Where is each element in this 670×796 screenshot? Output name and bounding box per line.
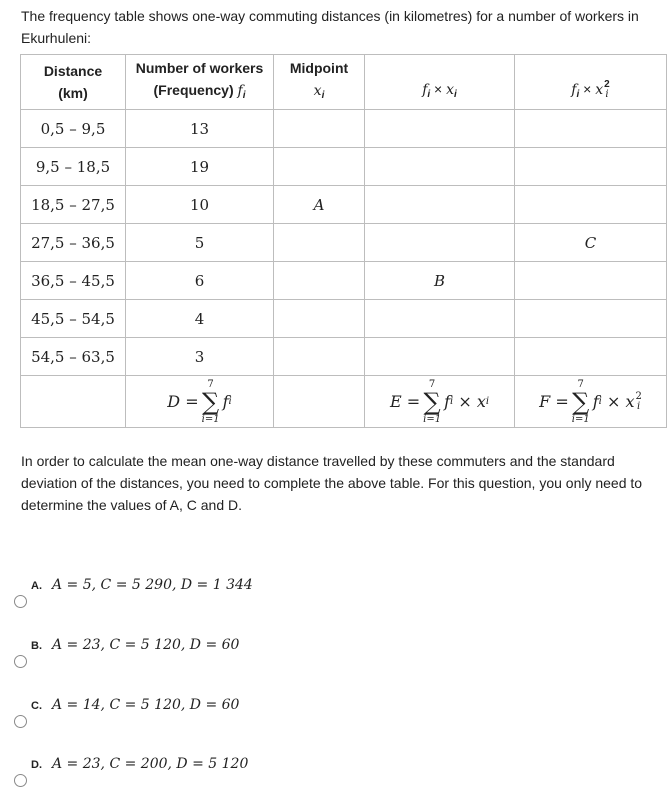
cell-frequency: 13 <box>126 110 274 148</box>
cell-fx2 <box>515 338 667 376</box>
cell-fx2 <box>515 148 667 186</box>
option-c-answer: A = 14, C = 5 120, D = 60 <box>52 697 240 713</box>
cell-fx <box>365 110 515 148</box>
cell-distance: 36,5 – 45,5 <box>21 262 126 300</box>
frequency-table <box>20 54 667 428</box>
option-c-radio[interactable] <box>14 715 27 728</box>
table-row <box>21 338 667 376</box>
sigma-icon: 7 ∑ i=1 <box>571 378 590 425</box>
sum-row <box>21 376 667 428</box>
cell-frequency: 5 <box>126 224 274 262</box>
header-fx <box>365 55 515 110</box>
cell-midpoint <box>274 224 365 262</box>
option-a-text <box>31 577 253 593</box>
header-fx2-formula: $f_i \times x$ 2 i <box>571 79 610 101</box>
table-header-row <box>21 55 667 110</box>
cell-fx <box>365 186 515 224</box>
header-fx2 <box>515 55 667 110</box>
cell-frequency: 10 <box>126 186 274 224</box>
cell-fx2 <box>515 110 667 148</box>
cell-frequency: 4 <box>126 300 274 338</box>
header-midpoint-line1: Midpoint <box>289 60 349 76</box>
option-d-answer: A = 23, C = 200, D = 5 120 <box>52 756 249 772</box>
cell-frequency: 19 <box>126 148 274 186</box>
cell-fx <box>365 338 515 376</box>
cell-fx-B <box>365 300 515 338</box>
cell-sum-D <box>126 376 274 428</box>
table-row <box>21 300 667 338</box>
option-b-answer: A = 23, C = 5 120, D = 60 <box>52 637 240 653</box>
sigma-icon: 7 ∑ i=1 <box>201 378 220 425</box>
header-distance-line1: Distance <box>43 63 103 79</box>
sum-formula-D: D = 7 ∑ i=1 f i <box>167 378 232 425</box>
table-row <box>21 186 667 224</box>
cell-distance: 18,5 – 27,5 <box>21 186 126 224</box>
option-a-letter: A. <box>31 580 42 592</box>
option-d-radio[interactable] <box>14 774 27 787</box>
option-c-text <box>31 697 239 713</box>
cell-fx2 <box>515 300 667 338</box>
option-b-text <box>31 637 239 653</box>
option-a-answer: A = 5, C = 5 290, D = 1 344 <box>52 577 253 593</box>
option-a-radio[interactable] <box>14 595 27 608</box>
header-frequency-line2: (Frequency) $f_i$ <box>153 82 246 101</box>
cell-distance: 27,5 – 36,5 <box>21 224 126 262</box>
cell-fx2-C: C <box>515 224 667 262</box>
header-midpoint-symbol: $x_i$ <box>313 83 325 101</box>
intro-text: The frequency table shows one-way commuting distances (in kilometres) for a number of workers in Ekurhuleni: <box>21 8 639 46</box>
header-distance <box>21 55 126 110</box>
sum-formula-F: F = 7 ∑ i=1 f i × x 2 i <box>539 378 642 425</box>
header-midpoint <box>274 55 365 110</box>
cell-distance: 54,5 – 63,5 <box>21 338 126 376</box>
option-d-text <box>31 756 248 772</box>
cell-fx2 <box>515 262 667 300</box>
option-b-radio[interactable] <box>14 655 27 668</box>
sum-formula-E: E = 7 ∑ i=1 f i × x i <box>389 378 490 425</box>
option-d-letter: D. <box>31 759 42 771</box>
cell-sum-empty <box>21 376 126 428</box>
table-row <box>21 110 667 148</box>
cell-sum-midpoint <box>274 376 365 428</box>
sigma-icon: 7 ∑ i=1 <box>423 378 442 425</box>
question-text: In order to calculate the mean one-way distance travelled by these commuters and the standard deviation of the distances, you need to complete the above table. For this question, you only need to determine the values of A, C and D. <box>21 453 643 513</box>
cell-distance: 45,5 – 54,5 <box>21 300 126 338</box>
cell-midpoint-A: A <box>274 186 365 224</box>
cell-midpoint <box>274 148 365 186</box>
cell-fx2 <box>515 186 667 224</box>
header-distance-line2: (km) <box>58 85 88 101</box>
cell-frequency: 3 <box>126 338 274 376</box>
cell-distance: 0,5 – 9,5 <box>21 110 126 148</box>
header-frequency-line1: Number of workers <box>135 60 264 76</box>
cell-sum-F <box>515 376 667 428</box>
cell-midpoint <box>274 300 365 338</box>
header-frequency <box>126 55 274 110</box>
option-c-letter: C. <box>31 700 42 712</box>
table-row <box>21 224 667 262</box>
cell-frequency: 6 <box>126 262 274 300</box>
header-fx-formula: $f_i \times x_i$ <box>422 81 457 100</box>
cell-midpoint <box>274 262 365 300</box>
option-b-letter: B. <box>31 640 42 652</box>
cell-fx <box>365 148 515 186</box>
cell-distance: 9,5 – 18,5 <box>21 148 126 186</box>
cell-fx <box>365 224 515 262</box>
cell-midpoint <box>274 110 365 148</box>
cell-midpoint <box>274 338 365 376</box>
table-row <box>21 262 667 300</box>
cell-sum-E <box>365 376 515 428</box>
table-row <box>21 148 667 186</box>
cell-fx: B <box>365 262 515 300</box>
